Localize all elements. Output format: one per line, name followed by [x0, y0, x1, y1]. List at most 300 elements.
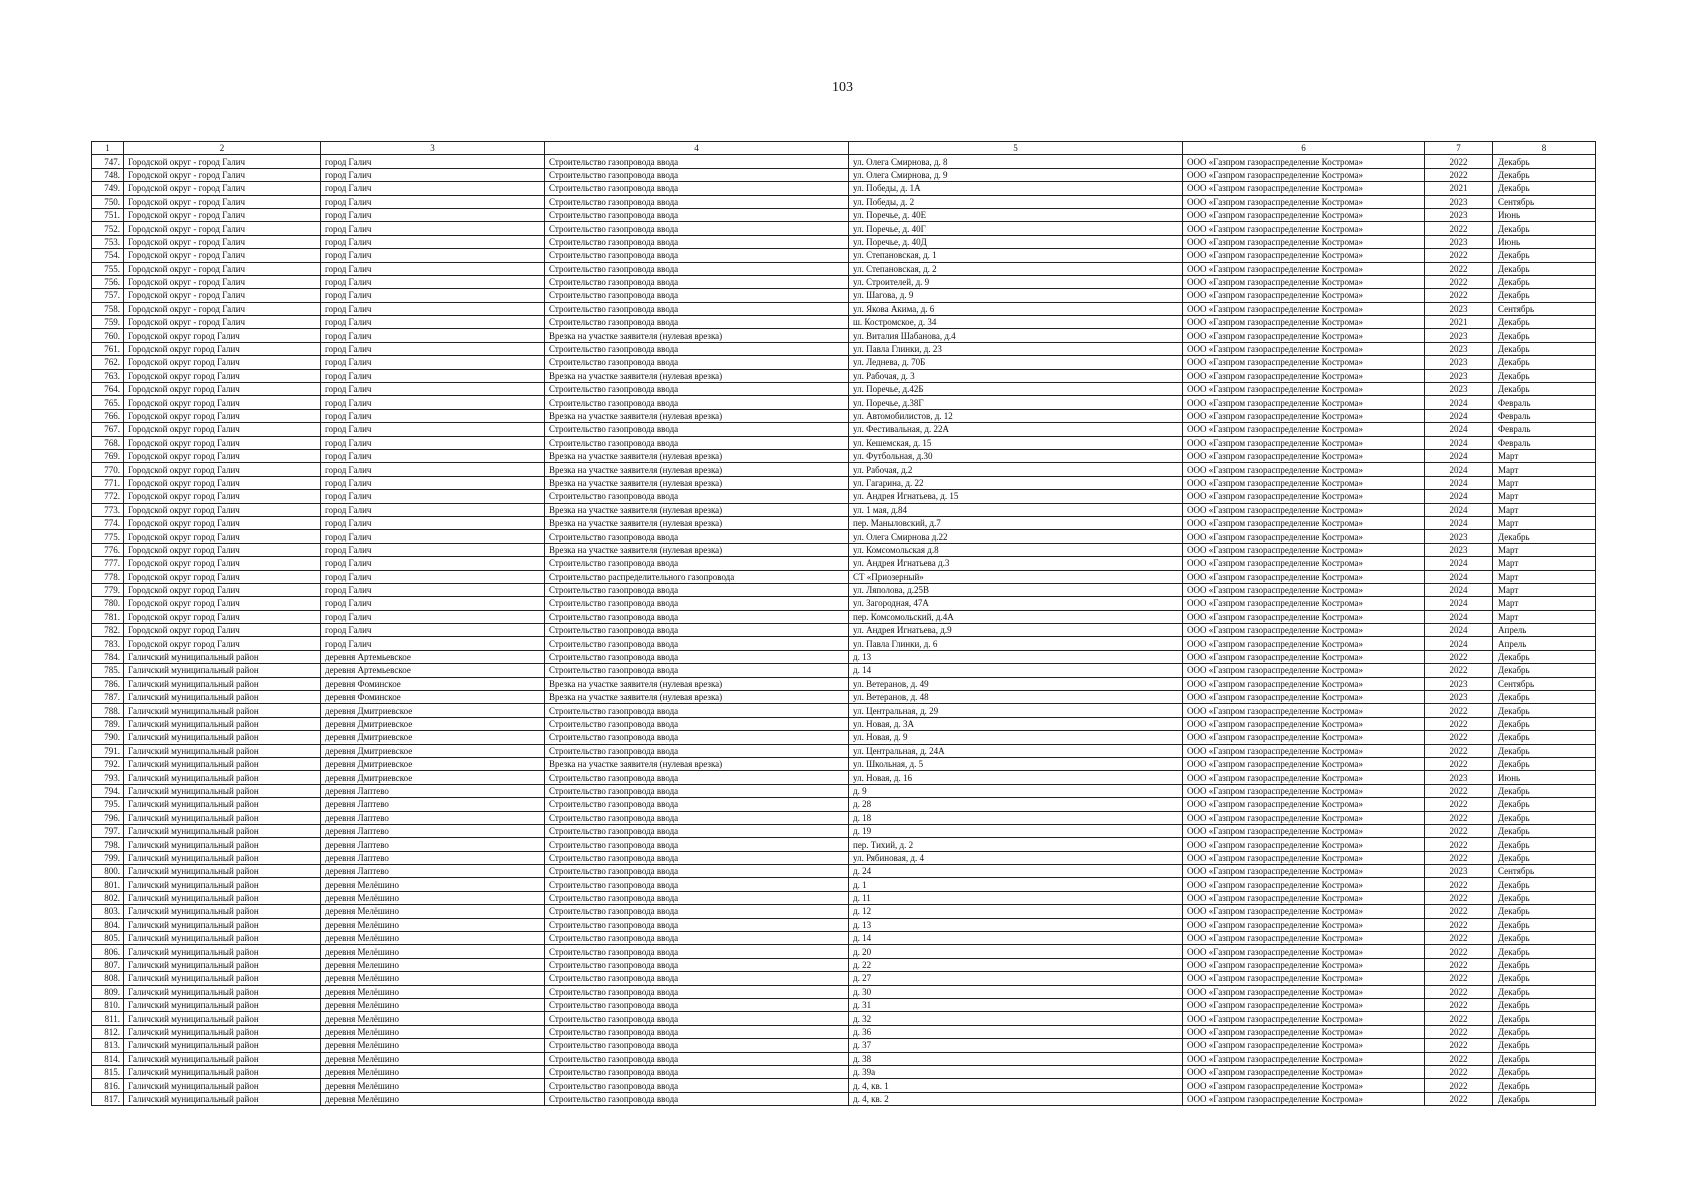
- row-number-cell: 788.: [92, 704, 124, 717]
- year-cell: 2022: [1425, 222, 1493, 235]
- address-cell: д. 20: [849, 945, 1183, 958]
- year-cell: 2024: [1425, 557, 1493, 570]
- settlement-cell: деревня Дмитриевское: [321, 717, 545, 730]
- settlement-cell: город Галич: [321, 463, 545, 476]
- column-header: 2: [124, 142, 321, 155]
- municipality-cell: Городской округ город Галич: [124, 369, 321, 382]
- contractor-cell: ООО «Газпром газораспределение Кострома»: [1183, 891, 1425, 904]
- contractor-cell: ООО «Газпром газораспределение Кострома»: [1183, 664, 1425, 677]
- row-number-cell: 757.: [92, 289, 124, 302]
- month-cell: Февраль: [1493, 423, 1596, 436]
- row-number-cell: 805.: [92, 932, 124, 945]
- year-cell: 2022: [1425, 985, 1493, 998]
- month-cell: Декабрь: [1493, 1052, 1596, 1065]
- month-cell: Сентябрь: [1493, 865, 1596, 878]
- table-row: [92, 490, 1596, 503]
- row-number-cell: 758.: [92, 302, 124, 315]
- year-cell: 2022: [1425, 731, 1493, 744]
- year-cell: 2023: [1425, 329, 1493, 342]
- row-number-cell: 794.: [92, 784, 124, 797]
- settlement-cell: город Галич: [321, 316, 545, 329]
- contractor-cell: ООО «Газпром газораспределение Кострома»: [1183, 610, 1425, 623]
- table-row: [92, 449, 1596, 462]
- row-number-cell: 791.: [92, 744, 124, 757]
- month-cell: Июнь: [1493, 771, 1596, 784]
- contractor-cell: ООО «Газпром газораспределение Кострома»: [1183, 463, 1425, 476]
- municipality-cell: Городской округ город Галич: [124, 597, 321, 610]
- contractor-cell: ООО «Газпром газораспределение Кострома»: [1183, 583, 1425, 596]
- year-cell: 2022: [1425, 798, 1493, 811]
- address-cell: ул. Фестивальная, д. 22А: [849, 423, 1183, 436]
- column-header: 1: [92, 142, 124, 155]
- address-cell: пер. Тихий, д. 2: [849, 838, 1183, 851]
- table-row: [92, 624, 1596, 637]
- year-cell: 2022: [1425, 757, 1493, 770]
- address-cell: ул. Центральная, д. 29: [849, 704, 1183, 717]
- municipality-cell: Городской округ - город Галич: [124, 235, 321, 248]
- municipality-cell: Галичский муниципальный район: [124, 811, 321, 824]
- row-number-cell: 803.: [92, 905, 124, 918]
- contractor-cell: ООО «Газпром газораспределение Кострома»: [1183, 932, 1425, 945]
- address-cell: д. 39а: [849, 1065, 1183, 1078]
- year-cell: 2024: [1425, 516, 1493, 529]
- year-cell: 2022: [1425, 704, 1493, 717]
- work-type-cell: Строительство газопровода ввода: [545, 302, 849, 315]
- row-number-cell: 767.: [92, 423, 124, 436]
- work-type-cell: Строительство газопровода ввода: [545, 999, 849, 1012]
- row-number-cell: 756.: [92, 275, 124, 288]
- municipality-cell: Галичский муниципальный район: [124, 1065, 321, 1078]
- table-row: [92, 530, 1596, 543]
- row-number-cell: 816.: [92, 1079, 124, 1092]
- month-cell: Март: [1493, 610, 1596, 623]
- settlement-cell: город Галич: [321, 597, 545, 610]
- year-cell: 2022: [1425, 664, 1493, 677]
- contractor-cell: ООО «Газпром газораспределение Кострома»: [1183, 838, 1425, 851]
- settlement-cell: деревня Мелешино: [321, 958, 545, 971]
- municipality-cell: Городской округ город Галич: [124, 637, 321, 650]
- gasification-schedule-table: [91, 141, 1596, 1106]
- year-cell: 2023: [1425, 865, 1493, 878]
- year-cell: 2022: [1425, 1065, 1493, 1078]
- table-row: [92, 771, 1596, 784]
- municipality-cell: Городской округ город Галич: [124, 449, 321, 462]
- settlement-cell: деревня Лаптево: [321, 811, 545, 824]
- table-row: [92, 208, 1596, 221]
- year-cell: 2023: [1425, 383, 1493, 396]
- settlement-cell: город Галич: [321, 610, 545, 623]
- contractor-cell: ООО «Газпром газораспределение Кострома»: [1183, 1079, 1425, 1092]
- work-type-cell: Строительство газопровода ввода: [545, 811, 849, 824]
- row-number-cell: 779.: [92, 583, 124, 596]
- contractor-cell: ООО «Газпром газораспределение Кострома»: [1183, 851, 1425, 864]
- year-cell: 2022: [1425, 275, 1493, 288]
- address-cell: д. 1: [849, 878, 1183, 891]
- municipality-cell: Галичский муниципальный район: [124, 757, 321, 770]
- contractor-cell: ООО «Газпром газораспределение Кострома»: [1183, 878, 1425, 891]
- year-cell: 2022: [1425, 744, 1493, 757]
- work-type-cell: Строительство газопровода ввода: [545, 1065, 849, 1078]
- row-number-cell: 796.: [92, 811, 124, 824]
- settlement-cell: город Галич: [321, 222, 545, 235]
- month-cell: Декабрь: [1493, 155, 1596, 168]
- row-number-cell: 807.: [92, 958, 124, 971]
- municipality-cell: Городской округ город Галич: [124, 436, 321, 449]
- settlement-cell: деревня Дмитриевское: [321, 771, 545, 784]
- settlement-cell: город Галич: [321, 235, 545, 248]
- address-cell: ул. Новая, д. 16: [849, 771, 1183, 784]
- municipality-cell: Галичский муниципальный район: [124, 838, 321, 851]
- contractor-cell: ООО «Газпром газораспределение Кострома»: [1183, 490, 1425, 503]
- table-row: [92, 302, 1596, 315]
- settlement-cell: город Галич: [321, 476, 545, 489]
- row-number-cell: 798.: [92, 838, 124, 851]
- row-number-cell: 786.: [92, 677, 124, 690]
- address-cell: ул. Победы, д. 2: [849, 195, 1183, 208]
- address-cell: ул. Поречье, д.42Б: [849, 383, 1183, 396]
- address-cell: д. 24: [849, 865, 1183, 878]
- table-row: [92, 409, 1596, 422]
- contractor-cell: ООО «Газпром газораспределение Кострома»: [1183, 704, 1425, 717]
- work-type-cell: Строительство газопровода ввода: [545, 342, 849, 355]
- contractor-cell: ООО «Газпром газораспределение Кострома»: [1183, 289, 1425, 302]
- row-number-cell: 782.: [92, 624, 124, 637]
- municipality-cell: Галичский муниципальный район: [124, 1079, 321, 1092]
- table-row: [92, 463, 1596, 476]
- settlement-cell: деревня Лаптево: [321, 798, 545, 811]
- column-header: 6: [1183, 142, 1425, 155]
- work-type-cell: Строительство газопровода ввода: [545, 583, 849, 596]
- table-row: [92, 356, 1596, 369]
- year-cell: 2023: [1425, 356, 1493, 369]
- year-cell: 2023: [1425, 771, 1493, 784]
- table-row: [92, 851, 1596, 864]
- month-cell: Март: [1493, 597, 1596, 610]
- address-cell: ул. Футбольная, д.30: [849, 449, 1183, 462]
- municipality-cell: Городской округ город Галич: [124, 583, 321, 596]
- month-cell: Март: [1493, 583, 1596, 596]
- address-cell: ул. Поречье, д. 40Г: [849, 222, 1183, 235]
- table-row: [92, 838, 1596, 851]
- settlement-cell: город Галич: [321, 302, 545, 315]
- settlement-cell: деревня Мелёшино: [321, 1092, 545, 1105]
- work-type-cell: Строительство газопровода ввода: [545, 1012, 849, 1025]
- table-body: [92, 155, 1596, 1106]
- work-type-cell: Строительство газопровода ввода: [545, 918, 849, 931]
- table-row: [92, 999, 1596, 1012]
- municipality-cell: Галичский муниципальный район: [124, 985, 321, 998]
- address-cell: ул. Степановская, д. 1: [849, 249, 1183, 262]
- month-cell: Март: [1493, 503, 1596, 516]
- year-cell: 2024: [1425, 436, 1493, 449]
- municipality-cell: Галичский муниципальный район: [124, 918, 321, 931]
- year-cell: 2022: [1425, 1012, 1493, 1025]
- contractor-cell: ООО «Газпром газораспределение Кострома»: [1183, 168, 1425, 181]
- month-cell: Декабрь: [1493, 851, 1596, 864]
- municipality-cell: Городской округ - город Галич: [124, 316, 321, 329]
- year-cell: 2022: [1425, 891, 1493, 904]
- table-row: [92, 1092, 1596, 1105]
- table-row: [92, 717, 1596, 730]
- year-cell: 2022: [1425, 824, 1493, 837]
- municipality-cell: Галичский муниципальный район: [124, 878, 321, 891]
- settlement-cell: город Галич: [321, 570, 545, 583]
- row-number-cell: 762.: [92, 356, 124, 369]
- month-cell: Декабрь: [1493, 1065, 1596, 1078]
- address-cell: ул. Олега Смирнова д.22: [849, 530, 1183, 543]
- contractor-cell: ООО «Газпром газораспределение Кострома»: [1183, 249, 1425, 262]
- row-number-cell: 752.: [92, 222, 124, 235]
- contractor-cell: ООО «Газпром газораспределение Кострома»: [1183, 717, 1425, 730]
- row-number-cell: 778.: [92, 570, 124, 583]
- work-type-cell: Врезка на участке заявителя (нулевая врезка): [545, 409, 849, 422]
- year-cell: 2024: [1425, 476, 1493, 489]
- month-cell: Декабрь: [1493, 958, 1596, 971]
- table-row: [92, 731, 1596, 744]
- settlement-cell: деревня Фоминское: [321, 677, 545, 690]
- address-cell: ул. Леднева, д. 70Б: [849, 356, 1183, 369]
- year-cell: 2022: [1425, 262, 1493, 275]
- row-number-cell: 800.: [92, 865, 124, 878]
- work-type-cell: Строительство газопровода ввода: [545, 932, 849, 945]
- work-type-cell: Строительство газопровода ввода: [545, 945, 849, 958]
- year-cell: 2022: [1425, 168, 1493, 181]
- table-row: [92, 985, 1596, 998]
- address-cell: д. 19: [849, 824, 1183, 837]
- contractor-cell: ООО «Газпром газораспределение Кострома»: [1183, 945, 1425, 958]
- row-number-cell: 764.: [92, 383, 124, 396]
- address-cell: ул. Андрея Игнатьева, д. 15: [849, 490, 1183, 503]
- address-cell: д. 13: [849, 650, 1183, 663]
- row-number-cell: 755.: [92, 262, 124, 275]
- year-cell: 2022: [1425, 851, 1493, 864]
- table-row: [92, 195, 1596, 208]
- municipality-cell: Галичский муниципальный район: [124, 691, 321, 704]
- settlement-cell: город Галич: [321, 289, 545, 302]
- year-cell: 2022: [1425, 289, 1493, 302]
- work-type-cell: Строительство газопровода ввода: [545, 717, 849, 730]
- address-cell: д. 30: [849, 985, 1183, 998]
- work-type-cell: Строительство газопровода ввода: [545, 744, 849, 757]
- municipality-cell: Городской округ город Галич: [124, 490, 321, 503]
- table-row: [92, 275, 1596, 288]
- table-row: [92, 329, 1596, 342]
- column-header: 5: [849, 142, 1183, 155]
- municipality-cell: Городской округ - город Галич: [124, 249, 321, 262]
- address-cell: ул. Автомобилистов, д. 12: [849, 409, 1183, 422]
- municipality-cell: Галичский муниципальный район: [124, 664, 321, 677]
- municipality-cell: Городской округ город Галич: [124, 356, 321, 369]
- address-cell: ул. Центральная, д. 24А: [849, 744, 1183, 757]
- month-cell: Декабрь: [1493, 731, 1596, 744]
- contractor-cell: ООО «Газпром газораспределение Кострома»: [1183, 824, 1425, 837]
- contractor-cell: ООО «Газпром газораспределение Кострома»: [1183, 624, 1425, 637]
- settlement-cell: город Галич: [321, 637, 545, 650]
- row-number-cell: 804.: [92, 918, 124, 931]
- work-type-cell: Строительство газопровода ввода: [545, 784, 849, 797]
- contractor-cell: ООО «Газпром газораспределение Кострома»: [1183, 691, 1425, 704]
- row-number-cell: 787.: [92, 691, 124, 704]
- month-cell: Декабрь: [1493, 316, 1596, 329]
- contractor-cell: ООО «Газпром газораспределение Кострома»: [1183, 999, 1425, 1012]
- table-row: [92, 691, 1596, 704]
- work-type-cell: Строительство газопровода ввода: [545, 597, 849, 610]
- settlement-cell: город Галич: [321, 516, 545, 529]
- municipality-cell: Городской округ - город Галич: [124, 182, 321, 195]
- row-number-cell: 784.: [92, 650, 124, 663]
- settlement-cell: город Галич: [321, 275, 545, 288]
- municipality-cell: Галичский муниципальный район: [124, 650, 321, 663]
- row-number-cell: 768.: [92, 436, 124, 449]
- row-number-cell: 765.: [92, 396, 124, 409]
- table-row: [92, 1039, 1596, 1052]
- address-cell: д. 11: [849, 891, 1183, 904]
- address-cell: д. 12: [849, 905, 1183, 918]
- month-cell: Март: [1493, 490, 1596, 503]
- address-cell: ул. Рабочая, д. 3: [849, 369, 1183, 382]
- row-number-cell: 759.: [92, 316, 124, 329]
- table-row: [92, 1052, 1596, 1065]
- table-row: [92, 744, 1596, 757]
- address-cell: д. 36: [849, 1025, 1183, 1038]
- month-cell: Декабрь: [1493, 168, 1596, 181]
- table-row: [92, 570, 1596, 583]
- table-row: [92, 182, 1596, 195]
- work-type-cell: Строительство газопровода ввода: [545, 731, 849, 744]
- municipality-cell: Галичский муниципальный район: [124, 1092, 321, 1105]
- work-type-cell: Строительство газопровода ввода: [545, 624, 849, 637]
- row-number-cell: 749.: [92, 182, 124, 195]
- municipality-cell: Городской округ - город Галич: [124, 302, 321, 315]
- table-row: [92, 342, 1596, 355]
- address-cell: д. 14: [849, 664, 1183, 677]
- municipality-cell: Галичский муниципальный район: [124, 865, 321, 878]
- month-cell: Декабрь: [1493, 342, 1596, 355]
- contractor-cell: ООО «Газпром газораспределение Кострома»: [1183, 476, 1425, 489]
- settlement-cell: город Галич: [321, 356, 545, 369]
- row-number-cell: 772.: [92, 490, 124, 503]
- address-cell: д. 18: [849, 811, 1183, 824]
- row-number-cell: 769.: [92, 449, 124, 462]
- work-type-cell: Строительство газопровода ввода: [545, 838, 849, 851]
- table-row: [92, 757, 1596, 770]
- contractor-cell: ООО «Газпром газораспределение Кострома»: [1183, 155, 1425, 168]
- address-cell: ул. Степановская, д. 2: [849, 262, 1183, 275]
- work-type-cell: Строительство газопровода ввода: [545, 262, 849, 275]
- month-cell: Декабрь: [1493, 383, 1596, 396]
- year-cell: 2024: [1425, 503, 1493, 516]
- table-row: [92, 503, 1596, 516]
- settlement-cell: деревня Артемьевское: [321, 664, 545, 677]
- month-cell: Февраль: [1493, 436, 1596, 449]
- table-row: [92, 597, 1596, 610]
- month-cell: Декабрь: [1493, 757, 1596, 770]
- settlement-cell: город Галич: [321, 342, 545, 355]
- settlement-cell: город Галич: [321, 329, 545, 342]
- month-cell: Март: [1493, 543, 1596, 556]
- table-row: [92, 945, 1596, 958]
- month-cell: Декабрь: [1493, 1012, 1596, 1025]
- municipality-cell: Городской округ город Галич: [124, 516, 321, 529]
- row-number-cell: 766.: [92, 409, 124, 422]
- year-cell: 2022: [1425, 958, 1493, 971]
- settlement-cell: город Галич: [321, 249, 545, 262]
- contractor-cell: ООО «Газпром газораспределение Кострома»: [1183, 1025, 1425, 1038]
- month-cell: Декабрь: [1493, 369, 1596, 382]
- settlement-cell: деревня Лаптево: [321, 865, 545, 878]
- year-cell: 2022: [1425, 838, 1493, 851]
- settlement-cell: город Галич: [321, 436, 545, 449]
- municipality-cell: Городской округ город Галич: [124, 396, 321, 409]
- page-number: 103: [832, 80, 853, 95]
- municipality-cell: Городской округ - город Галич: [124, 155, 321, 168]
- month-cell: Декабрь: [1493, 905, 1596, 918]
- municipality-cell: Городской округ - город Галич: [124, 208, 321, 221]
- address-cell: ул. Кешемская, д. 15: [849, 436, 1183, 449]
- work-type-cell: Строительство газопровода ввода: [545, 891, 849, 904]
- work-type-cell: Врезка на участке заявителя (нулевая врезка): [545, 369, 849, 382]
- settlement-cell: город Галич: [321, 168, 545, 181]
- contractor-cell: ООО «Газпром газораспределение Кострома»: [1183, 958, 1425, 971]
- municipality-cell: Галичский муниципальный район: [124, 945, 321, 958]
- contractor-cell: ООО «Газпром газораспределение Кострома»: [1183, 530, 1425, 543]
- year-cell: 2023: [1425, 195, 1493, 208]
- row-number-cell: 785.: [92, 664, 124, 677]
- row-number-cell: 776.: [92, 543, 124, 556]
- row-number-cell: 771.: [92, 476, 124, 489]
- month-cell: Июнь: [1493, 208, 1596, 221]
- table-row: [92, 1065, 1596, 1078]
- row-number-cell: 802.: [92, 891, 124, 904]
- address-cell: ул. Новая, д. 9: [849, 731, 1183, 744]
- year-cell: 2023: [1425, 691, 1493, 704]
- contractor-cell: ООО «Газпром газораспределение Кострома»: [1183, 597, 1425, 610]
- month-cell: Декабрь: [1493, 932, 1596, 945]
- month-cell: Март: [1493, 516, 1596, 529]
- table-row: [92, 610, 1596, 623]
- settlement-cell: деревня Мелёшино: [321, 1039, 545, 1052]
- work-type-cell: Строительство газопровода ввода: [545, 436, 849, 449]
- contractor-cell: ООО «Газпром газораспределение Кострома»: [1183, 972, 1425, 985]
- municipality-cell: Городской округ город Галич: [124, 383, 321, 396]
- month-cell: Апрель: [1493, 624, 1596, 637]
- work-type-cell: Врезка на участке заявителя (нулевая врезка): [545, 329, 849, 342]
- row-number-cell: 812.: [92, 1025, 124, 1038]
- table-row: [92, 316, 1596, 329]
- settlement-cell: деревня Мелёшино: [321, 891, 545, 904]
- municipality-cell: Городской округ город Галич: [124, 543, 321, 556]
- year-cell: 2024: [1425, 463, 1493, 476]
- year-cell: 2024: [1425, 449, 1493, 462]
- settlement-cell: деревня Мелёшино: [321, 1012, 545, 1025]
- address-cell: д. 13: [849, 918, 1183, 931]
- work-type-cell: Врезка на участке заявителя (нулевая врезка): [545, 476, 849, 489]
- settlement-cell: город Галич: [321, 409, 545, 422]
- year-cell: 2022: [1425, 1039, 1493, 1052]
- table-row: [92, 168, 1596, 181]
- contractor-cell: ООО «Газпром газораспределение Кострома»: [1183, 557, 1425, 570]
- row-number-cell: 751.: [92, 208, 124, 221]
- municipality-cell: Галичский муниципальный район: [124, 784, 321, 797]
- work-type-cell: Врезка на участке заявителя (нулевая врезка): [545, 516, 849, 529]
- table-row: [92, 798, 1596, 811]
- municipality-cell: Городской округ город Галич: [124, 476, 321, 489]
- address-cell: ул. Олега Смирнова, д. 8: [849, 155, 1183, 168]
- contractor-cell: ООО «Газпром газораспределение Кострома»: [1183, 356, 1425, 369]
- table-row: [92, 557, 1596, 570]
- settlement-cell: деревня Артемьевское: [321, 650, 545, 663]
- year-cell: 2024: [1425, 396, 1493, 409]
